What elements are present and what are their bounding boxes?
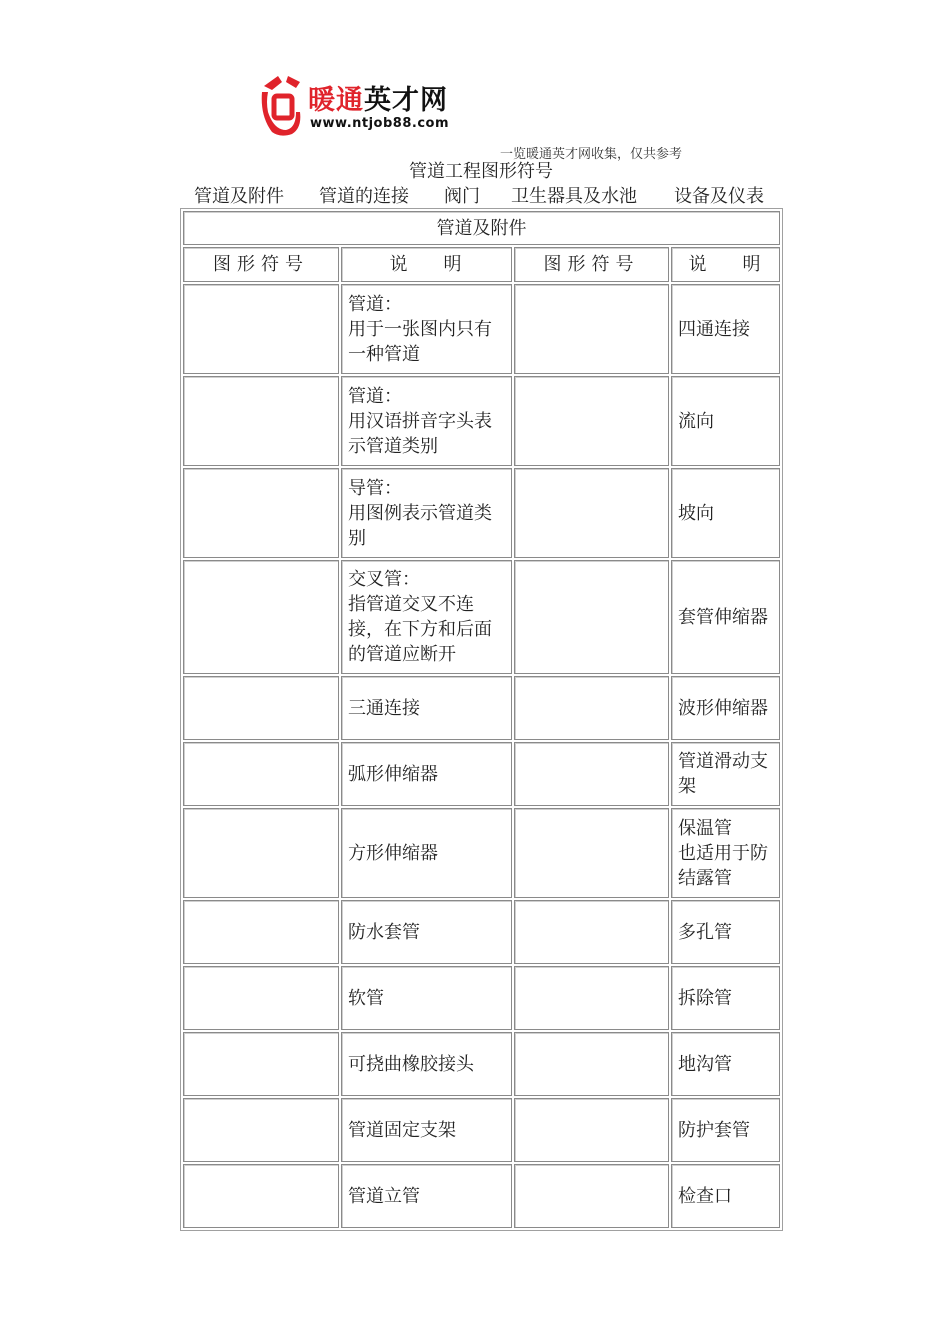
- description-cell: 防水套管: [341, 900, 512, 964]
- description-cell: 地沟管: [671, 1032, 780, 1096]
- symbol-cell: [183, 966, 339, 1030]
- description-cell: 防护套管: [671, 1098, 780, 1162]
- logo-name-dark: 英才网: [364, 85, 448, 116]
- symbol-cell: [514, 742, 669, 806]
- nav-link-equipment-instruments[interactable]: 设备及仪表: [674, 186, 764, 207]
- header-symbol-2: 图形符号: [514, 247, 669, 282]
- description-cell: 保温管 也适用于防结露管: [671, 808, 780, 898]
- symbol-cell: [183, 742, 339, 806]
- nav-link-pipes-fittings[interactable]: 管道及附件: [194, 186, 284, 207]
- symbol-cell: [183, 560, 339, 674]
- header-description-1: [341, 247, 512, 282]
- table-row: [183, 1032, 780, 1096]
- symbol-cell: [183, 808, 339, 898]
- description-cell: 拆除管: [671, 966, 780, 1030]
- description-cell: 管道： 用于一张图内只有一种管道: [341, 284, 512, 374]
- description-cell: 波形伸缩器: [671, 676, 780, 740]
- table-row: [183, 560, 780, 674]
- symbol-cell: [514, 676, 669, 740]
- description-cell: 导管： 用图例表示管道类别: [341, 468, 512, 558]
- table-row: [183, 376, 780, 466]
- nav-link-pipe-connections[interactable]: 管道的连接: [319, 186, 409, 207]
- symbol-table-body: [183, 211, 780, 1228]
- description-cell: 检查口: [671, 1164, 780, 1228]
- description-cell: 多孔管: [671, 900, 780, 964]
- table-row: [183, 808, 780, 898]
- symbol-cell: [514, 900, 669, 964]
- logo-name: [308, 78, 448, 117]
- symbol-cell: [183, 1164, 339, 1228]
- symbol-cell: [514, 284, 669, 374]
- symbol-cell: [514, 560, 669, 674]
- table-row: [183, 900, 780, 964]
- description-cell: 方形伸缩器: [341, 808, 512, 898]
- symbol-cell: [514, 1164, 669, 1228]
- symbol-cell: [514, 468, 669, 558]
- header-char: 说: [688, 254, 709, 275]
- symbol-cell: [183, 1098, 339, 1162]
- logo-mark-icon: [258, 72, 304, 138]
- header-description-2: [671, 247, 780, 282]
- category-nav: [0, 182, 950, 206]
- table-header-row: [183, 247, 780, 282]
- description-cell: 管道立管: [341, 1164, 512, 1228]
- table-row: [183, 284, 780, 374]
- description-cell: 可挠曲橡胶接头: [341, 1032, 512, 1096]
- table-row: [183, 742, 780, 806]
- description-cell: 交叉管： 指管道交叉不连接，在下方和后面的管道应断开: [341, 560, 512, 674]
- table-row: [183, 468, 780, 558]
- logo-name-red: 暖通: [308, 85, 364, 116]
- header-symbol-1: 图形符号: [183, 247, 339, 282]
- nav-link-sanitary-fixtures[interactable]: 卫生器具及水池: [511, 186, 637, 207]
- symbol-table: [180, 208, 783, 1231]
- description-cell: 软管: [341, 966, 512, 1030]
- header-char: 说: [389, 254, 410, 275]
- header-char: 明: [742, 254, 763, 275]
- symbol-cell: [514, 966, 669, 1030]
- site-logo[interactable]: [258, 72, 498, 142]
- symbol-cell: [514, 808, 669, 898]
- symbol-cell: [514, 1032, 669, 1096]
- table-row: [183, 966, 780, 1030]
- table-row: [183, 676, 780, 740]
- description-cell: 管道固定支架: [341, 1098, 512, 1162]
- symbol-cell: [183, 676, 339, 740]
- table-row: [183, 1164, 780, 1228]
- symbol-cell: [183, 376, 339, 466]
- logo-url: www.ntjob88.com: [310, 116, 450, 131]
- description-cell: 三通连接: [341, 676, 512, 740]
- table-caption: 管道及附件: [183, 211, 780, 245]
- symbol-cell: [183, 284, 339, 374]
- table-caption-row: [183, 211, 780, 245]
- description-cell: 四通连接: [671, 284, 780, 374]
- symbol-cell: [183, 468, 339, 558]
- symbol-cell: [183, 1032, 339, 1096]
- source-note: 一览暖通英才网收集，仅共参考: [500, 147, 683, 162]
- description-cell: 管道滑动支架: [671, 742, 780, 806]
- page-title: 管道工程图形符号: [409, 161, 553, 182]
- description-cell: 坡向: [671, 468, 780, 558]
- description-cell: 流向: [671, 376, 780, 466]
- symbol-cell: [514, 1098, 669, 1162]
- description-cell: 弧形伸缩器: [341, 742, 512, 806]
- description-cell: 管道： 用汉语拼音字头表示管道类别: [341, 376, 512, 466]
- description-cell: 套管伸缩器: [671, 560, 780, 674]
- symbol-cell: [183, 900, 339, 964]
- header-char: 明: [443, 254, 464, 275]
- nav-link-valves[interactable]: 阀门: [444, 186, 480, 207]
- table-row: [183, 1098, 780, 1162]
- symbol-cell: [514, 376, 669, 466]
